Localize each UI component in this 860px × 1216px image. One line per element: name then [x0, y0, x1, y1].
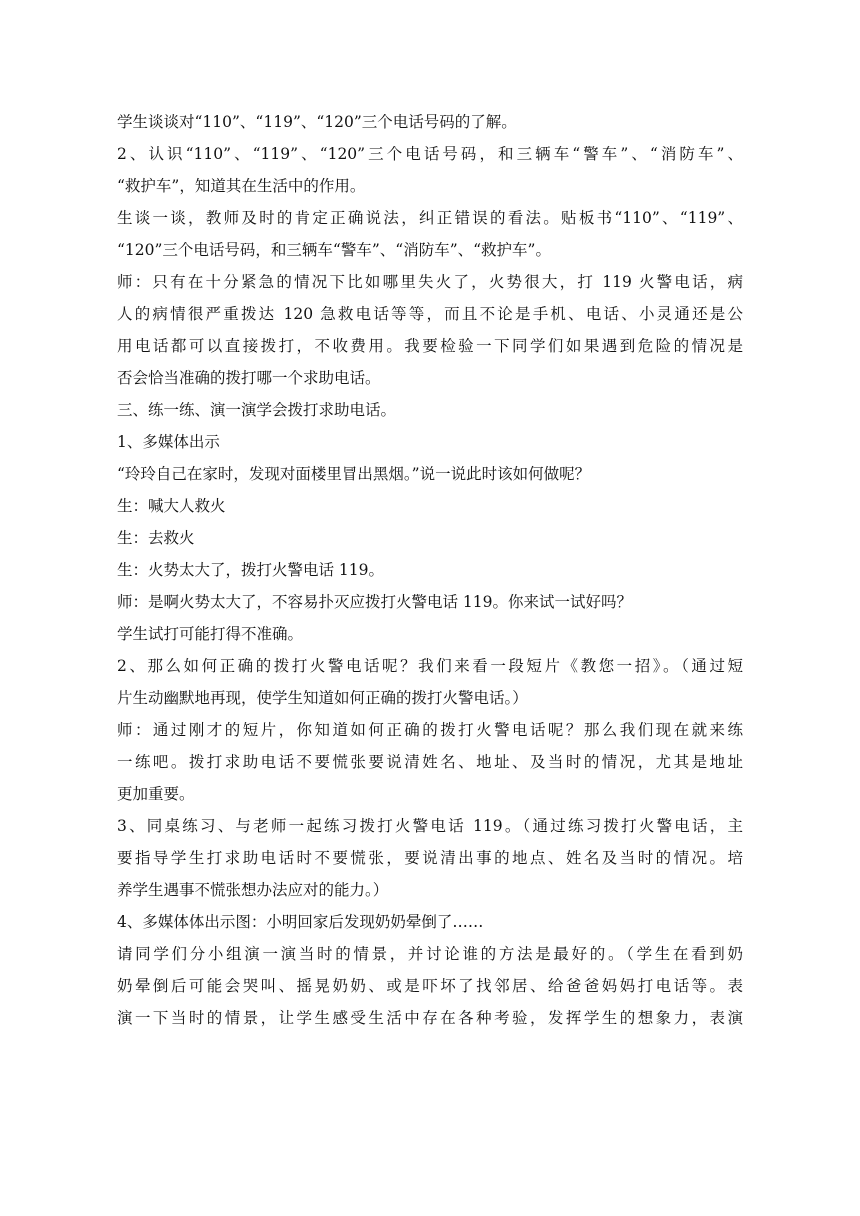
text-line: “救护车”，知道其在生活中的作用。 — [117, 177, 366, 195]
text-line: 要指导学生打求助电话时不要慌张，要说清出事的地点、姓名及当时的情况。培 — [117, 849, 743, 867]
document-body — [117, 106, 743, 1034]
text-line: 三、练一练、演一演学会拨打求助电话。 — [117, 401, 397, 419]
text-line: 更加重要。 — [117, 785, 195, 803]
text-line: 否会恰当准确的拨打哪一个求助电话。 — [117, 369, 381, 387]
text-line: 片生动幽默地再现，使学生知道如何正确的拨打火警电话。） — [117, 689, 528, 707]
text-line: 师：只有在十分紧急的情况下比如哪里失火了，火势很大，打 119 火警电话，病 — [117, 273, 743, 291]
text-line: 生：去救火 — [117, 529, 195, 547]
text-line: 生：火势太大了，拨打火警电话 119。 — [117, 561, 385, 579]
text-line: 4、多媒体体出示图：小明回家后发现奶奶晕倒了…… — [117, 913, 484, 931]
text-line: 用电话都可以直接拨打，不收费用。我要检验一下同学们如果遇到危险的情况是 — [117, 337, 743, 355]
text-line: 生：喊大人救火 — [117, 497, 226, 515]
text-line: 2、认识“110”、“119”、“120”三个电话号码，和三辆车“警车”、“消防车”、 — [117, 145, 743, 163]
text-line: 奶晕倒后可能会哭叫、摇晃奶奶、或是吓坏了找邻居、给爸爸妈妈打电话等。表 — [117, 977, 743, 995]
text-line: 师：通过刚才的短片，你知道如何正确的拨打火警电话呢？那么我们现在就来练 — [117, 721, 743, 739]
text-line: 养学生遇事不慌张想办法应对的能力。） — [117, 881, 389, 899]
text-line: 一练吧。拨打求助电话不要慌张要说清姓名、地址、及当时的情况，尤其是地址 — [117, 753, 743, 771]
text-line: 生谈一谈，教师及时的肯定正确说法，纠正错误的看法。贴板书“110”、“119”、 — [117, 209, 743, 227]
text-line: 师：是啊火势太大了，不容易扑灭应拨打火警电话 119。你来试一试好吗？ — [117, 593, 633, 611]
text-line: 演一下当时的情景，让学生感受生活中存在各种考验，发挥学生的想象力，表演 — [117, 1009, 743, 1027]
text-line: 人的病情很严重拨达 120 急救电话等等，而且不论是手机、电话、小灵通还是公 — [117, 305, 743, 323]
text-line: 3、同桌练习、与老师一起练习拨打火警电话 119。（通过练习拨打火警电话，主 — [117, 817, 743, 835]
text-line: “玲玲自己在家时，发现对面楼里冒出黑烟。”说一说此时该如何做呢？ — [117, 465, 591, 483]
text-line: “120”三个电话号码，和三辆车“警车”、“消防车”、“救护车”。 — [117, 241, 551, 259]
text-line: 学生试打可能打得不准确。 — [117, 625, 304, 643]
text-line: 请同学们分小组演一演当时的情景，并讨论谁的方法是最好的。（学生在看到奶 — [117, 945, 743, 963]
text-line: 1、多媒体出示 — [117, 433, 220, 451]
text-line: 2、那么如何正确的拨打火警电话呢？我们来看一段短片《教您一招》。（通过短 — [117, 657, 743, 675]
text-line: 学生谈谈对“110”、“119”、“120”三个电话号码的了解。 — [117, 113, 517, 131]
